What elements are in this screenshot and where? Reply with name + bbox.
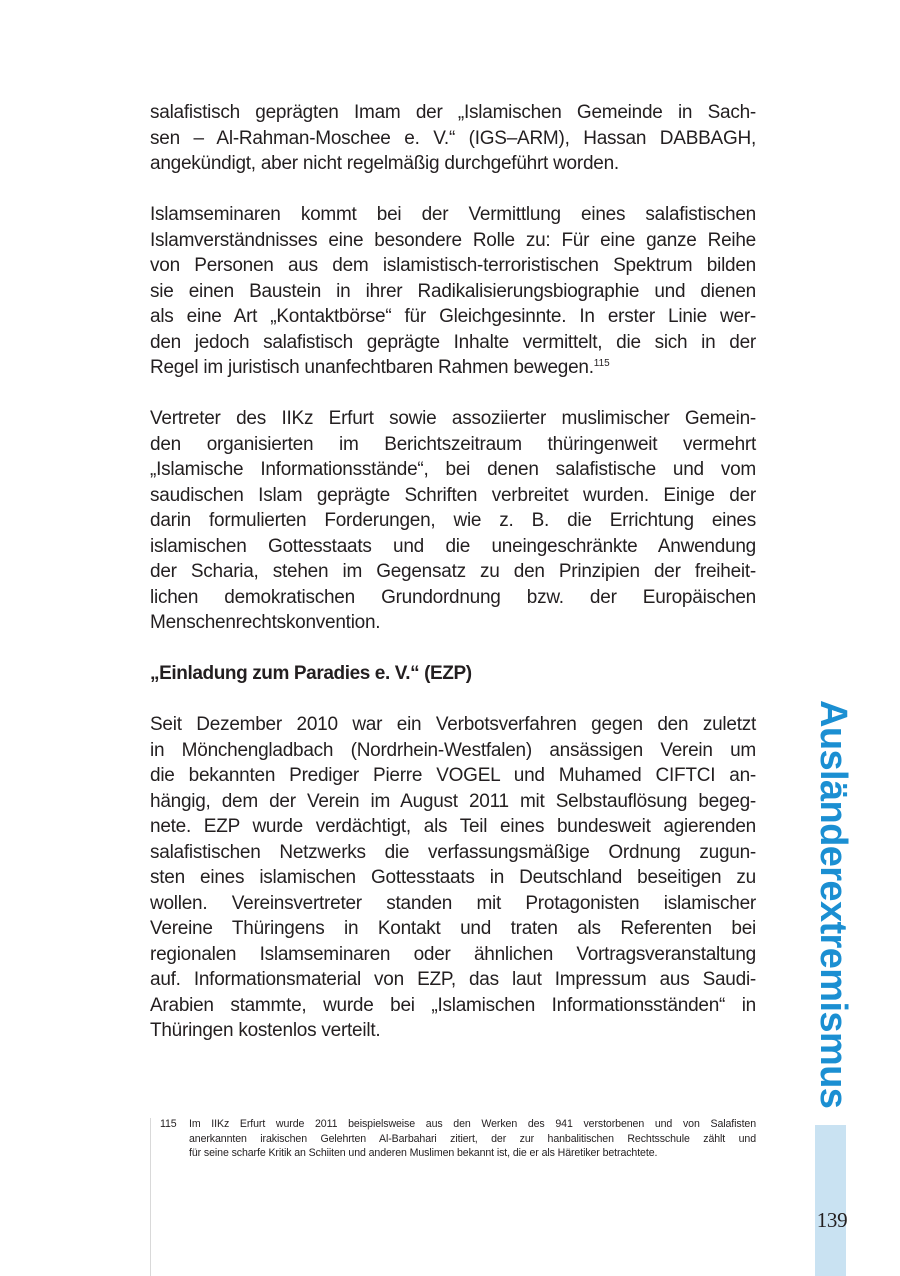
- text-line: den organisierten im Berichtszeitraum thüringenweit vermehrt: [150, 433, 756, 455]
- text-line: in Mönchengladbach (Nordrhein-Westfalen) ansässigen Verein um: [150, 739, 756, 761]
- text-line: von Personen aus dem islamistisch-terroristischen Spektrum bilden: [150, 255, 756, 276]
- paragraph-3: [150, 406, 756, 636]
- text-line: darin formulierten Forderungen, wie z. B. die Errichtung eines: [150, 510, 756, 531]
- text-line: „Islamische Informationsstände“, bei denen salafistische und vom: [150, 459, 756, 480]
- text-line: Menschenrechtskonvention.: [150, 612, 381, 633]
- text-line: Thüringen kostenlos verteilt.: [150, 1020, 381, 1041]
- text-line: Vereine Thüringens in Kontakt und traten als Referenten bei: [150, 918, 756, 939]
- text-line: saudischen Islam geprägte Schriften verbreitet wurden. Einige der: [150, 484, 756, 506]
- body-text: [150, 100, 756, 1069]
- text-line: Arabien stammte, wurde bei „Islamischen Informationsständen“ in: [150, 994, 756, 1016]
- text-line: als eine Art „Kontaktbörse“ für Gleichgesinnte. In erster Linie wer-: [150, 306, 756, 327]
- text-line: Seit Dezember 2010 war ein Verbotsverfahren gegen den zuletzt: [150, 714, 756, 735]
- text-line: hängig, dem der Verein im August 2011 mit Selbstauflösung begeg-: [150, 790, 756, 812]
- text-line: angekündigt, aber nicht regelmäßig durchgeführt worden.: [150, 153, 619, 174]
- text-line: islamischen Gottesstaats und die uneingeschränkte Anwendung: [150, 535, 756, 557]
- text-line: die bekannten Prediger Pierre VOGEL und Muhamed CIFTCI an-: [150, 765, 756, 786]
- page-tab-marker: [815, 1125, 846, 1276]
- text-line: den jedoch salafistisch geprägte Inhalte vermittelt, die sich in der: [150, 331, 756, 353]
- chapter-title-text: Ausländerextremismus: [812, 700, 854, 1109]
- text-line: sten eines islamischen Gottesstaats in Deutschland beseitigen zu: [150, 867, 756, 888]
- paragraph-1: [150, 100, 756, 177]
- page-number: 139: [816, 1208, 848, 1232]
- margin-rule: [150, 1118, 151, 1276]
- text-line: nete. EZP wurde verdächtigt, als Teil eines bundesweit agierenden: [150, 816, 756, 837]
- section-heading: „Einladung zum Paradies e. V.“ (EZP): [150, 663, 472, 684]
- footnote-line: Im IIKz Erfurt wurde 2011 beispielsweise aus den Werken des 941 verstorbenen und von Salafisten: [189, 1118, 756, 1130]
- text-line: Islamverständnisses eine besondere Rolle zu: Für eine ganze Reihe: [150, 229, 756, 251]
- text-line: der Scharia, stehen im Gegensatz zu den Prinzipien der freiheit-: [150, 561, 756, 582]
- text-line: Vertreter des IIKz Erfurt sowie assoziierter muslimischer Gemein-: [150, 408, 756, 429]
- text-line: auf. Informationsmaterial von EZP, das laut Impressum aus Saudi-: [150, 969, 756, 990]
- text-line: sie einen Baustein in ihrer Radikalisierungsbiographie und dienen: [150, 280, 756, 302]
- text-line-with-footnote: [150, 355, 756, 381]
- text-line: regionalen Islamseminaren oder ähnlichen Vortragsveranstaltung: [150, 943, 756, 965]
- section-paragraph: [150, 712, 756, 1044]
- chapter-side-title: [812, 700, 854, 1109]
- text-line: Regel im juristisch unanfechtbaren Rahmen bewegen.: [150, 357, 594, 378]
- text-line: Islamseminaren kommt bei der Vermittlung eines salafistischen: [150, 204, 756, 225]
- text-line: salafistischen Netzwerks die verfassungsmäßige Ordnung zugun-: [150, 841, 756, 863]
- footnote-text: [189, 1117, 756, 1161]
- footnote-115: [160, 1117, 756, 1161]
- footnote-line: für seine scharfe Kritik an Schiiten und anderen Muslimen bekannt ist, die er als Häretiker betrachtete.: [189, 1147, 658, 1159]
- text-line: salafistisch geprägten Imam der „Islamischen Gemeinde in Sach-: [150, 102, 756, 123]
- text-line: sen – Al-Rahman-Moschee e. V.“ (IGS–ARM), Hassan DABBAGH,: [150, 127, 756, 149]
- text-line: wollen. Vereinsvertreter standen mit Protagonisten islamischer: [150, 892, 756, 914]
- footnote-reference[interactable]: 115: [593, 358, 610, 369]
- footnote-number: 115: [160, 1118, 177, 1130]
- paragraph-2: [150, 202, 756, 381]
- text-line: lichen demokratischen Grundordnung bzw. der Europäischen: [150, 586, 756, 608]
- footnote-line: anerkannten irakischen Gelehrten Al-Barbahari zitiert, der zur hanbalitischen Rechtsschule zählt und: [189, 1132, 756, 1145]
